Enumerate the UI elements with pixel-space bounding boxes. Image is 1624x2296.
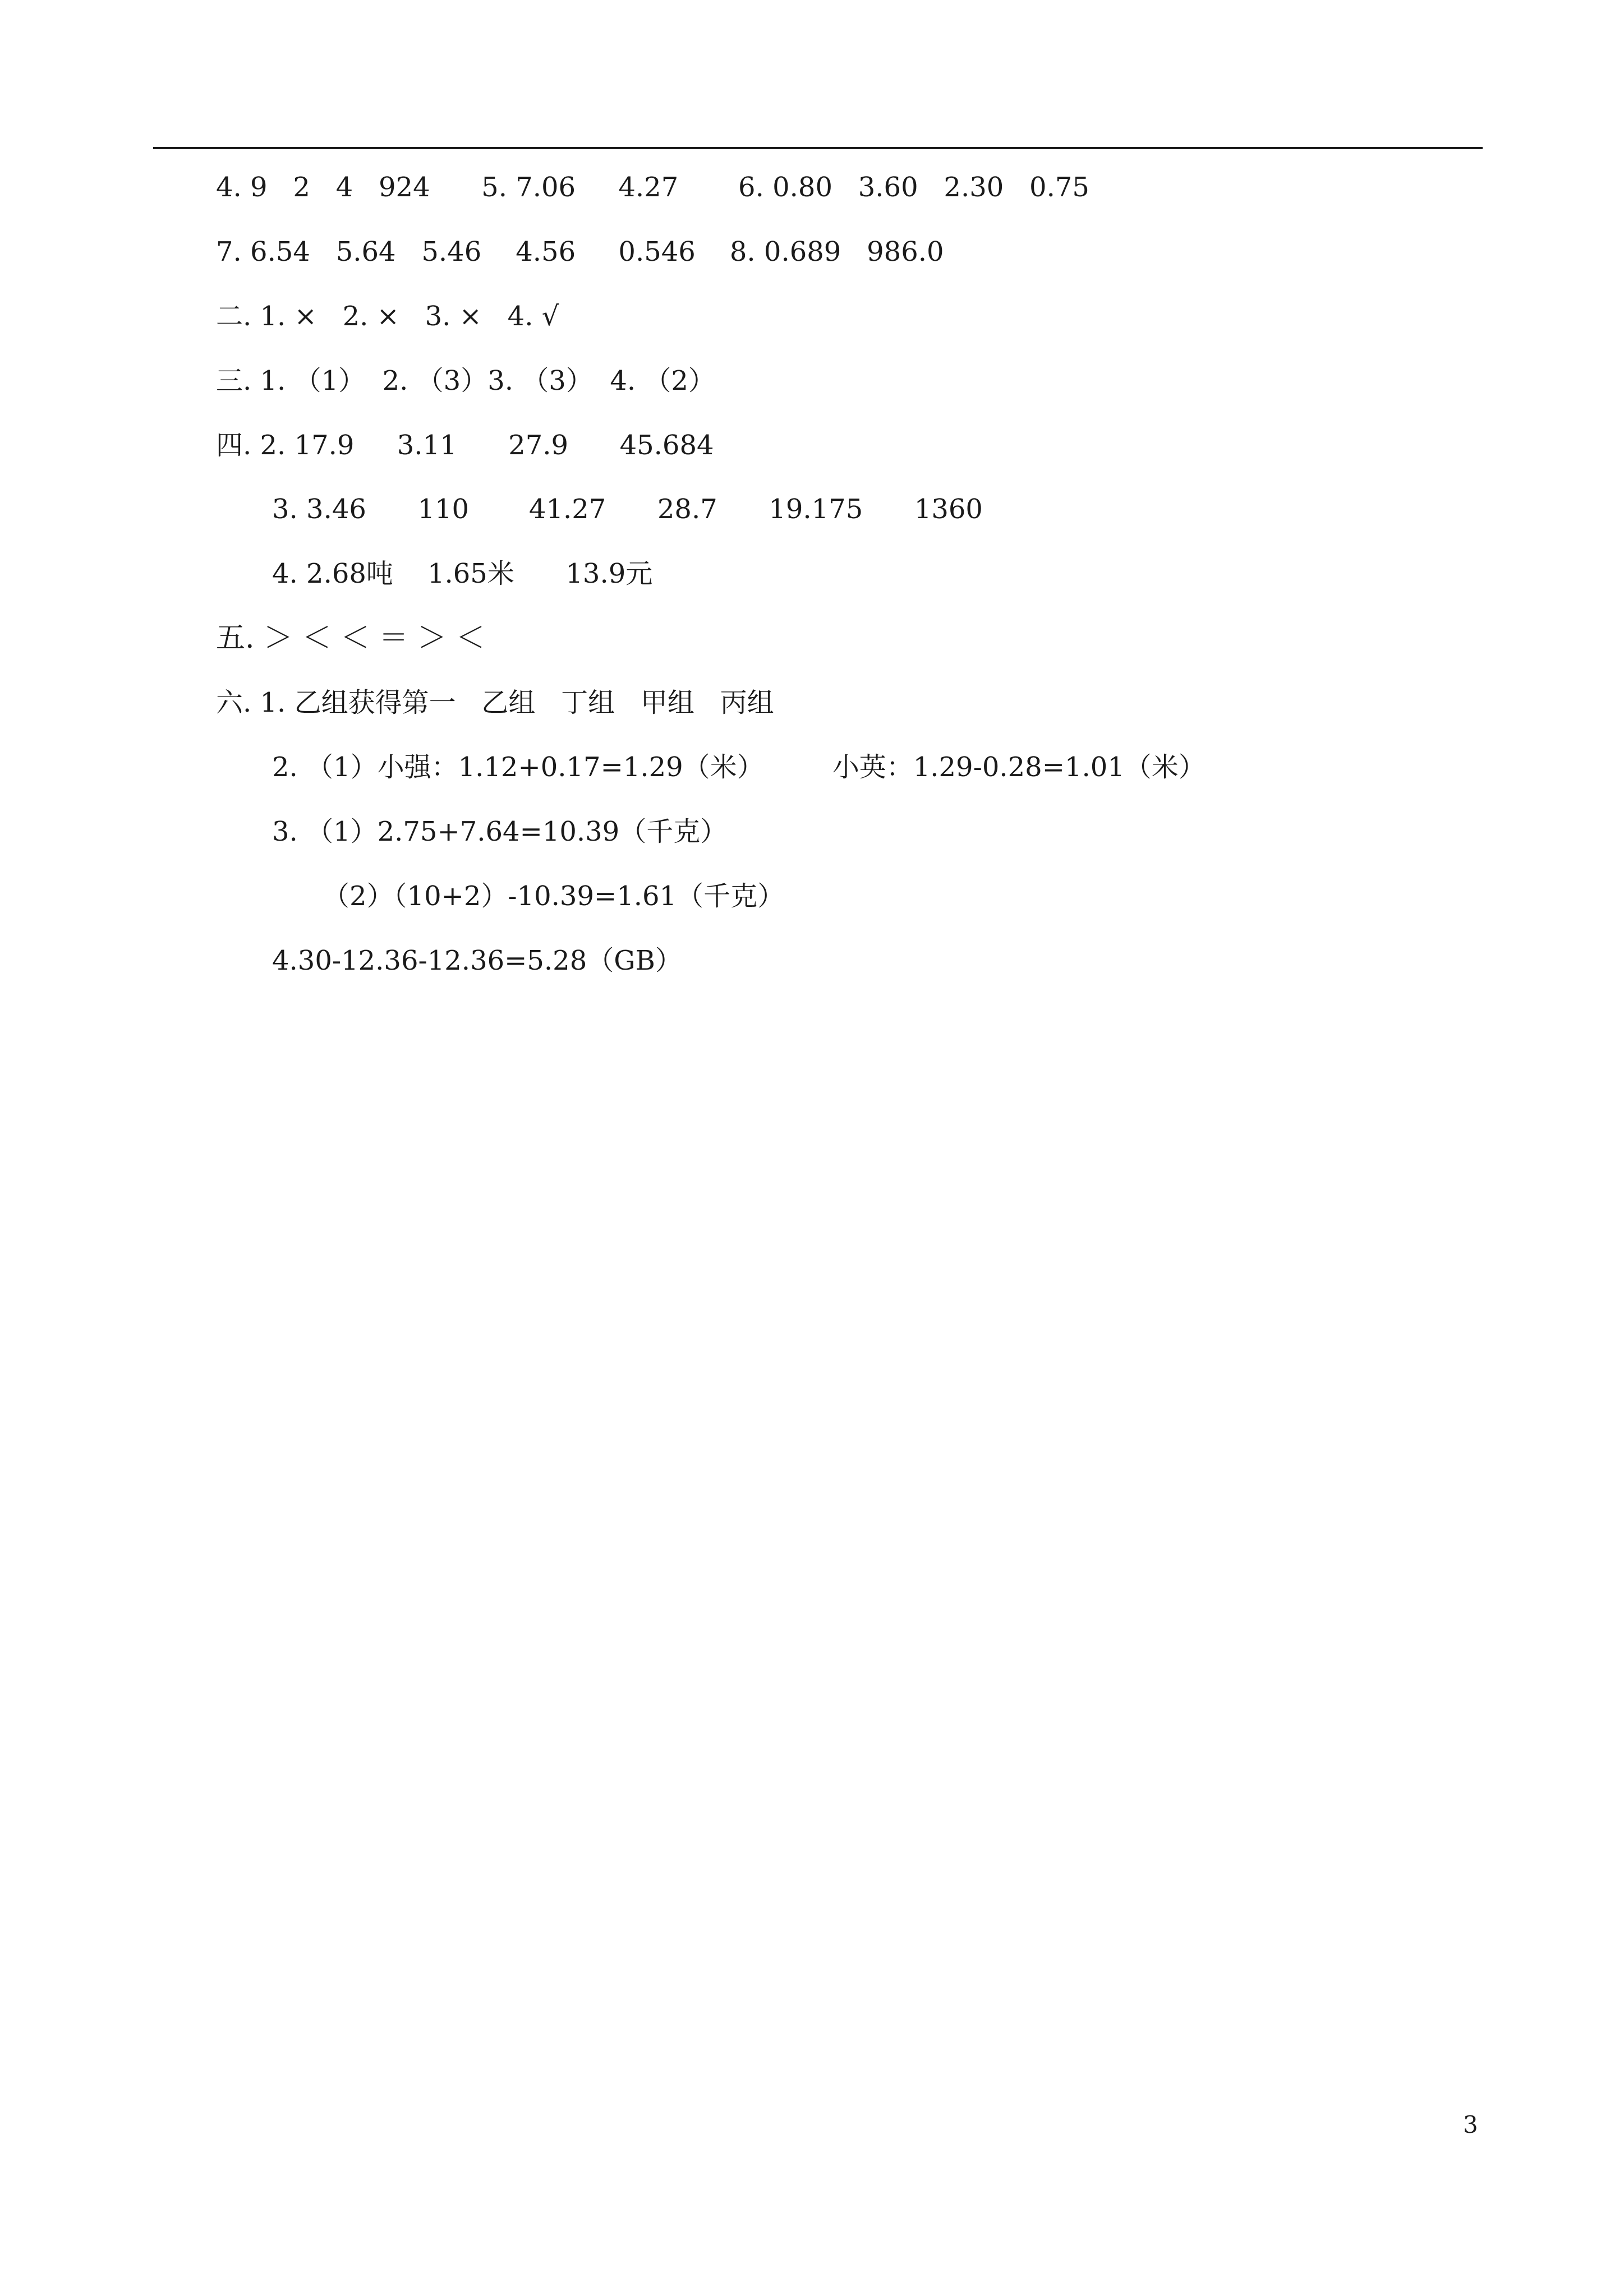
- answer-line-4: 三. 1. （1） 2. （3）3. （3） 4. （2）: [216, 365, 715, 397]
- answer-line-5: 四. 2. 17.9 3.11 27.9 45.684: [216, 430, 714, 461]
- answer-line-12: （2）（10+2）-10.39=1.61（千克）: [323, 880, 785, 912]
- answer-line-9: 六. 1. 乙组获得第一 乙组 丁组 甲组 丙组: [216, 687, 774, 718]
- page-number: 3: [1463, 2111, 1478, 2138]
- answer-line-1: 4. 9 2 4 924 5. 7.06 4.27 6. 0.80 3.60 2.30 0.75: [216, 172, 1089, 203]
- answer-line-11: 3. （1）2.75+7.64=10.39（千克）: [272, 816, 728, 847]
- answer-line-13: 4.30-12.36-12.36=5.28（GB）: [272, 945, 682, 976]
- answer-line-6: 3. 3.46 110 41.27 28.7 19.175 1360: [272, 494, 983, 525]
- answer-line-2: 7. 6.54 5.64 5.46 4.56 0.546 8. 0.689 986.0: [216, 236, 944, 268]
- answer-line-8: 五. ＞ ＜ ＜ ＝ ＞ ＜: [216, 621, 485, 655]
- answer-line-7: 4. 2.68吨 1.65米 13.9元: [272, 558, 653, 589]
- answer-line-3: 二. 1. × 2. × 3. × 4. √: [216, 301, 559, 332]
- header-rule: [153, 147, 1483, 149]
- answer-line-10: 2. （1）小强：1.12+0.17=1.29（米） 小英：1.29-0.28=1.01（米）: [272, 751, 1206, 783]
